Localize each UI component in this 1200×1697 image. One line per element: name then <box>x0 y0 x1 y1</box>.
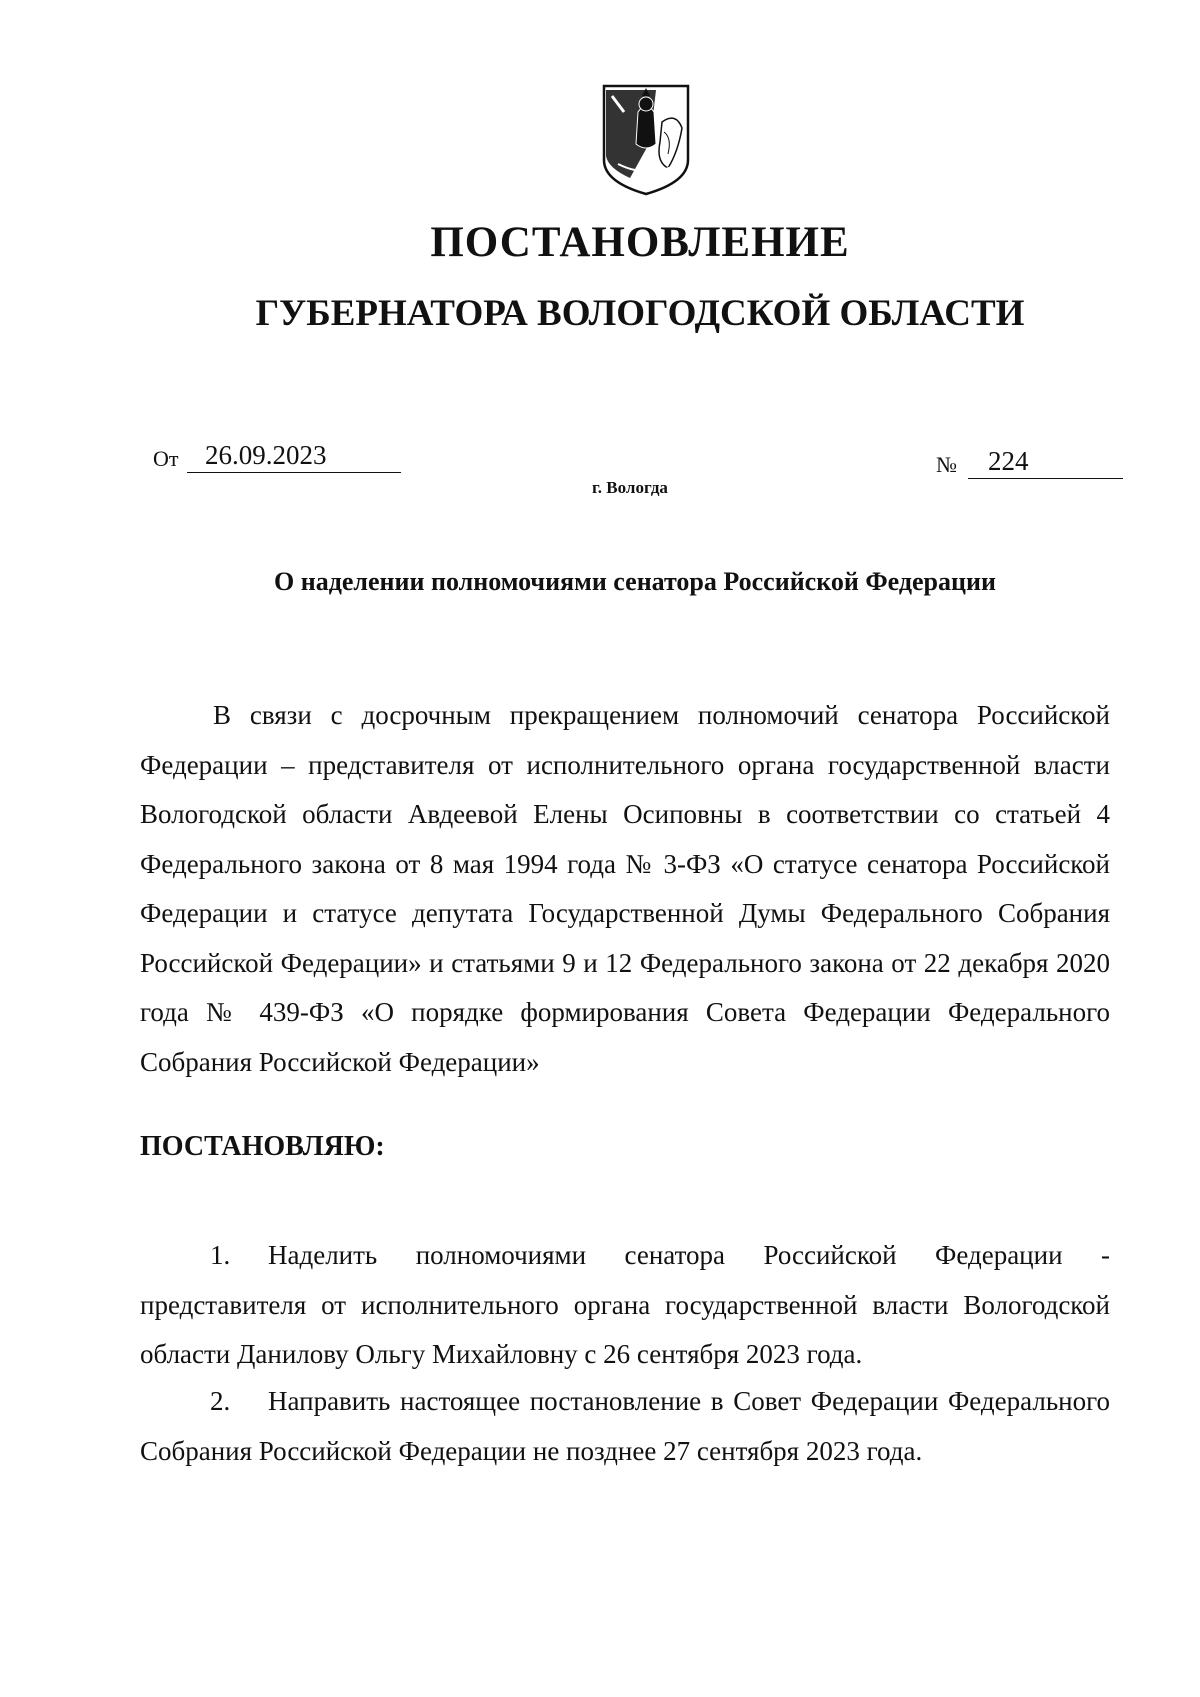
decree-item <box>140 1377 1110 1476</box>
item-number: 2. <box>210 1386 231 1416</box>
number-sign: № <box>936 452 957 477</box>
preamble-paragraph: В связи с досрочным прекращением полномочий сенатора Российской Федерации – представителя от исполнительного органа государственной власти Вологодской области Авдеевой Елены Осиповны в соответствии со статьей 4 Федерального закона от 8 мая 1994 года № 3-ФЗ «О статусе сенатора Российской Федерации и статусе депутата Государственной Думы Федерального Собрания Российской Федерации» и статьями 9 и 12 Федерального закона от 22 декабря 2020 года № 439-ФЗ «О порядке формирования Совета Федерации Федерального Собрания Российской Федерации» <box>140 700 1110 1077</box>
document-issuer: ГУБЕРНАТОРА ВОЛОГОДСКОЙ ОБЛАСТИ <box>255 293 1025 334</box>
document-date: 26.09.2023 <box>187 438 401 473</box>
item-text: Наделить полномочиями сенатора Российской Федерации - представителя от исполнительного органа государственной власти Вологодской области Данилову Ольгу Михайловну с 26 сентября 2023 года. <box>140 1240 1110 1369</box>
document-subject: О наделении полномочиями сенатора Российской Федерации <box>274 567 996 596</box>
document-number: 224 <box>968 444 1123 479</box>
item-number: 1. <box>210 1240 231 1270</box>
item-text: Направить настоящее постановление в Совет Федерации Федерального Собрания Российской Федерации не позднее 27 сентября 2023 года. <box>140 1386 1110 1466</box>
decree-label: ПОСТАНОВЛЯЮ: <box>140 1131 385 1162</box>
decree-item <box>140 1231 1110 1380</box>
date-prefix: От <box>153 446 179 471</box>
coat-of-arms-icon <box>598 82 694 196</box>
document-city: г. Вологда <box>592 478 668 497</box>
document-title: ПОСТАНОВЛЕНИЕ <box>430 219 850 266</box>
